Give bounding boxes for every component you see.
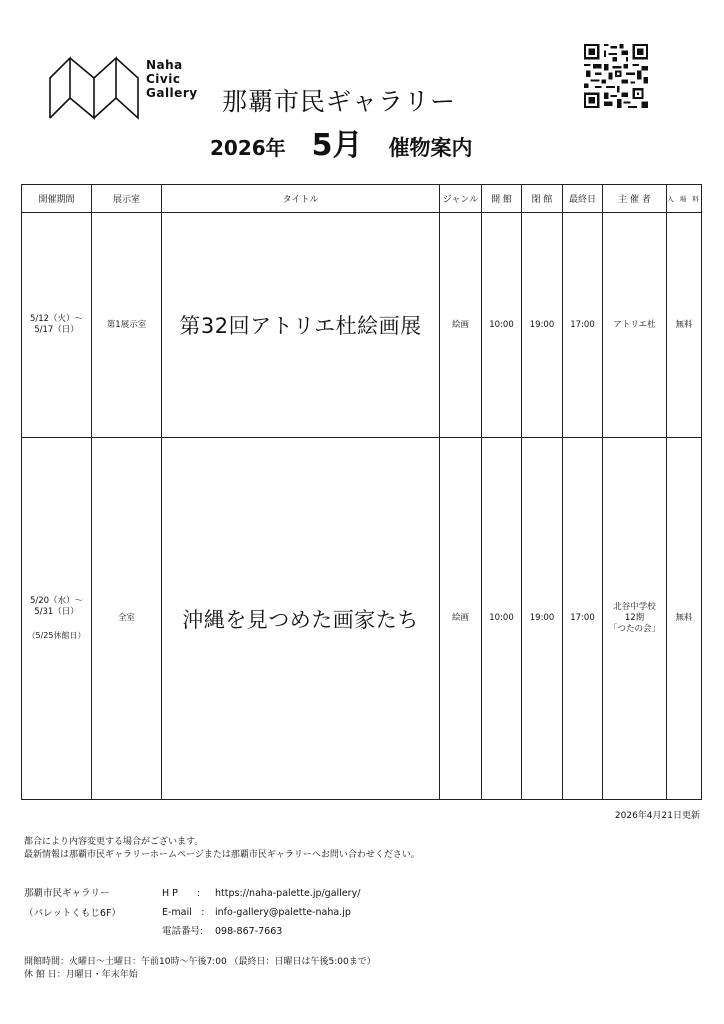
table-header-row — [22, 185, 702, 213]
header-last-day: 最終日 — [563, 185, 603, 213]
header-open: 開 館 — [482, 185, 522, 213]
homepage-link[interactable]: https://naha-palette.jp/gallery/ — [215, 888, 361, 899]
notes — [24, 836, 420, 862]
period-start: 5/12（火）～ — [29, 314, 84, 324]
header-title: タイトル — [162, 185, 440, 213]
hp-label: H P : — [162, 888, 201, 899]
gallery-name: 那覇市民ギャラリー — [222, 87, 457, 116]
cell-fee: 無料 — [667, 213, 702, 438]
period-end: 5/17（日） — [34, 325, 79, 335]
logo-line: Gallery — [146, 86, 198, 100]
cell-last-day: 17:00 — [563, 438, 603, 800]
header-organizer: 主 催 者 — [603, 185, 667, 213]
period-start: 5/20（水）～ — [29, 596, 84, 606]
opening-hours — [24, 956, 376, 982]
contact-venue — [24, 884, 121, 924]
logo-line: Naha — [146, 58, 183, 72]
cell-fee: 無料 — [667, 438, 702, 800]
header-room: 展示室 — [92, 185, 162, 213]
title-month: 5月 — [311, 128, 363, 163]
title-year: 2026年 — [210, 136, 286, 160]
period-end: 5/31（日） — [34, 607, 79, 617]
page-title — [210, 120, 473, 164]
cell-close: 19:00 — [522, 213, 563, 438]
cell-period — [22, 213, 92, 438]
organizer-line: アトリエ杜 — [613, 319, 656, 330]
header-fee: 入 場 料 — [667, 185, 702, 213]
cell-genre: 絵画 — [440, 438, 482, 800]
event-schedule-table — [21, 184, 702, 800]
cell-room: 第1展示室 — [92, 213, 162, 438]
note-line: 最新情報は那覇市民ギャラリーホームページまたは那覇市民ギャラリーへお問い合わせください。 — [24, 850, 420, 860]
contact-labels — [162, 884, 205, 941]
open-hours: 開館時間：火曜日～土曜日：午前10時～午後7:00 （最終日：日曜日は午後5:00まで） — [24, 957, 376, 967]
organizer-line: 「つたの会」 — [608, 624, 660, 634]
email-label: E-mail : — [162, 907, 205, 918]
cell-title: 沖縄を見つめた画家たち — [162, 438, 440, 800]
venue-location: （パレットくもじ6F） — [24, 908, 121, 919]
note-line: 都合により内容変更する場合がございます。 — [24, 837, 204, 847]
closed-days: 休 館 日：月曜日・年末年始 — [24, 970, 138, 980]
cell-organizer — [603, 213, 667, 438]
naha-civic-gallery-logo — [48, 56, 140, 120]
cell-title: 第32回アトリエ杜絵画展 — [162, 213, 440, 438]
cell-open: 10:00 — [482, 438, 522, 800]
phone-number: 098-867-7663 — [215, 926, 283, 937]
contact-values — [215, 884, 360, 941]
cell-room: 全室 — [92, 438, 162, 800]
organizer-line: 12期 — [624, 613, 645, 623]
cell-organizer — [603, 438, 667, 800]
header-genre: ジャンル — [440, 185, 482, 213]
organizer-line: 北谷中学校 — [613, 602, 656, 612]
cell-period — [22, 438, 92, 800]
period-note: （5/25休館日） — [27, 631, 86, 640]
venue-name: 那覇市民ギャラリー — [24, 888, 110, 899]
logo-text — [146, 58, 198, 100]
header-close: 閉 館 — [522, 185, 563, 213]
cell-close: 19:00 — [522, 438, 563, 800]
header-period: 開催期間 — [22, 185, 92, 213]
cell-genre: 絵画 — [440, 213, 482, 438]
updated-date: 2026年4月21日更新 — [614, 811, 700, 821]
qr-code-icon[interactable] — [584, 44, 648, 108]
table-row — [22, 438, 702, 800]
cell-open: 10:00 — [482, 213, 522, 438]
cell-last-day: 17:00 — [563, 213, 603, 438]
logo-line: Civic — [146, 72, 181, 86]
table-row — [22, 213, 702, 438]
email-link[interactable]: info-gallery@palette-naha.jp — [215, 907, 351, 918]
title-guide: 催物案内 — [388, 136, 473, 160]
tel-label: 電話番号: — [162, 926, 204, 937]
